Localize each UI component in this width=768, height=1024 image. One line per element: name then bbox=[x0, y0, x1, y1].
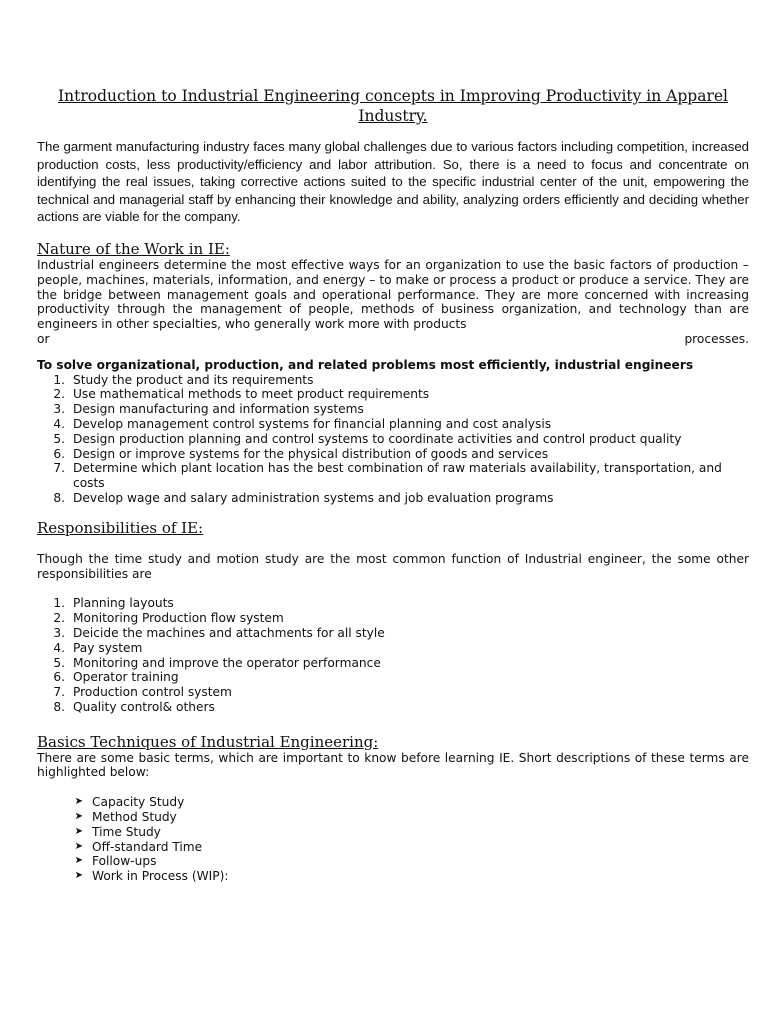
list-item-number: 6. bbox=[53, 446, 65, 461]
responsibilities-list bbox=[37, 596, 749, 714]
list-item bbox=[37, 432, 749, 447]
list-item-text: Monitoring Production flow system bbox=[73, 611, 284, 626]
list-item-text: Deicide the machines and attachments for all style bbox=[73, 625, 385, 640]
arrow-bullet-icon: ➤ bbox=[74, 796, 83, 808]
bullet-item bbox=[37, 825, 749, 840]
list-item-number: 2. bbox=[53, 387, 65, 402]
list-item-number: 8. bbox=[53, 490, 65, 505]
list-item-text: Study the product and its requirements bbox=[73, 372, 314, 387]
list-item-number: 3. bbox=[53, 625, 65, 640]
document-page bbox=[37, 86, 749, 884]
list-item-number: 5. bbox=[53, 655, 65, 670]
list-item bbox=[37, 402, 749, 417]
list-item bbox=[37, 417, 749, 432]
nature-paragraph: Industrial engineers determine the most effective ways for an organization to use the basic factors of production – people, machines, materials, information, and energy – to make or process a product or produce a service. They are the bridge between management goals and operational performance. They are more concerned with increasing productivity through the management of people, methods of business organization, and technology than are engineers in other specialties, who generally work more with products bbox=[37, 257, 749, 332]
nature-heading bbox=[37, 240, 749, 258]
list-item bbox=[37, 373, 749, 388]
list-item-text: Determine which plant location has the best combination of raw materials availability, transportation, and costs bbox=[73, 461, 722, 491]
responsibilities-heading bbox=[37, 519, 749, 537]
bullet-item bbox=[37, 795, 749, 810]
list-item bbox=[37, 700, 749, 715]
list-item bbox=[37, 447, 749, 462]
basics-heading-text: Basics Techniques of Industrial Engineering: bbox=[37, 732, 379, 751]
responsibilities-paragraph: Though the time study and motion study are the most common function of Industrial engineer, the some other responsibilities are bbox=[37, 551, 749, 581]
bullet-item bbox=[37, 840, 749, 855]
nature-paragraph-last-line bbox=[37, 332, 749, 347]
list-item-number: 5. bbox=[53, 431, 65, 446]
list-item bbox=[37, 387, 749, 402]
bullet-item-text: Time Study bbox=[92, 824, 161, 839]
list-item bbox=[37, 611, 749, 626]
list-item-text: Develop management control systems for financial planning and cost analysis bbox=[73, 416, 552, 431]
list-item-text: Planning layouts bbox=[73, 596, 174, 611]
arrow-bullet-icon: ➤ bbox=[74, 870, 83, 882]
list-item-text: Design production planning and control systems to coordinate activities and control product quality bbox=[73, 431, 682, 446]
bullet-item-text: Capacity Study bbox=[92, 795, 185, 810]
document-title: Introduction to Industrial Engineering concepts in Improving Productivity in Apparel Industry. bbox=[58, 87, 728, 125]
basics-heading bbox=[37, 733, 749, 751]
list-item bbox=[37, 685, 749, 700]
bullet-item bbox=[37, 810, 749, 825]
list-item-text: Design or improve systems for the physical distribution of goods and services bbox=[73, 446, 549, 461]
list-item bbox=[37, 491, 749, 506]
arrow-bullet-icon: ➤ bbox=[74, 811, 83, 823]
list-item bbox=[37, 596, 749, 611]
arrow-bullet-icon: ➤ bbox=[74, 840, 83, 852]
nature-last-word-left: or bbox=[37, 331, 50, 346]
bullet-item bbox=[37, 869, 749, 884]
nature-last-word-right: processes. bbox=[684, 331, 749, 346]
list-item-text: Monitoring and improve the operator performance bbox=[73, 655, 381, 670]
bullet-item-text: Work in Process (WIP): bbox=[92, 869, 229, 884]
responsibilities-heading-text: Responsibilities of IE: bbox=[37, 518, 204, 537]
list-item-number: 4. bbox=[53, 416, 65, 431]
list-item bbox=[37, 670, 749, 685]
list-item-text: Pay system bbox=[73, 640, 143, 655]
arrow-bullet-icon: ➤ bbox=[74, 855, 83, 867]
nature-lead-sentence: To solve organizational, production, and related problems most efficiently, industrial engineers bbox=[37, 357, 694, 372]
list-item-number: 2. bbox=[53, 611, 65, 626]
bullet-item-text: Method Study bbox=[92, 810, 177, 825]
bullet-item bbox=[37, 854, 749, 869]
list-item-number: 7. bbox=[53, 461, 65, 476]
responsibilities-section bbox=[37, 552, 749, 715]
list-item-number: 3. bbox=[53, 402, 65, 417]
list-item-number: 7. bbox=[53, 685, 65, 700]
list-item-number: 6. bbox=[53, 670, 65, 685]
list-item bbox=[37, 626, 749, 641]
list-item-text: Develop wage and salary administration systems and job evaluation programs bbox=[73, 490, 554, 505]
basics-list bbox=[37, 795, 749, 884]
list-item bbox=[37, 461, 749, 491]
basics-section bbox=[37, 751, 749, 884]
nature-heading-text: Nature of the Work in IE: bbox=[37, 239, 230, 258]
list-item-text: Use mathematical methods to meet product requirements bbox=[73, 387, 430, 402]
list-item-text: Quality control& others bbox=[73, 699, 215, 714]
list-item-number: 4. bbox=[53, 640, 65, 655]
list-item-number: 8. bbox=[53, 699, 65, 714]
bullet-item-text: Off-standard Time bbox=[92, 839, 203, 854]
nature-list bbox=[37, 373, 749, 506]
arrow-bullet-icon: ➤ bbox=[74, 825, 83, 837]
list-item-number: 1. bbox=[53, 372, 65, 387]
list-item-text: Production control system bbox=[73, 685, 232, 700]
list-item-text: Operator training bbox=[73, 670, 179, 685]
list-item-text: Design manufacturing and information systems bbox=[73, 402, 364, 417]
bullet-item-text: Follow-ups bbox=[92, 854, 157, 869]
basics-paragraph: There are some basic terms, which are important to know before learning IE. Short descriptions of these terms are highlighted below: bbox=[37, 750, 749, 780]
list-item bbox=[37, 641, 749, 656]
list-item bbox=[37, 656, 749, 671]
list-item-number: 1. bbox=[53, 596, 65, 611]
nature-section bbox=[37, 258, 749, 506]
intro-paragraph: The garment manufacturing industry faces many global challenges due to various factors including competition, increased production costs, less productivity/efficiency and labor attribution. So, there is a need to focus and concentrate on identifying the real issues, taking corrective actions suited to the specific industrial center of the unit, empowering the technical and managerial staff by enhancing their knowledge and ability, analyzing orders efficiently and deciding whether actions are viable for the company. bbox=[37, 139, 749, 225]
